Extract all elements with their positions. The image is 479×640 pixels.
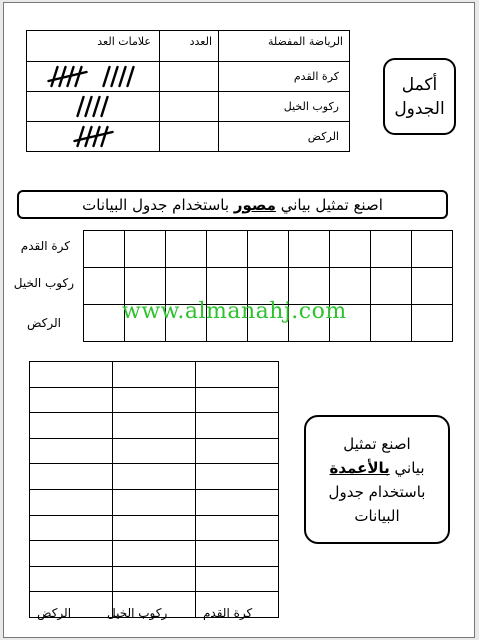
tally-stroke	[78, 97, 84, 116]
bar-instruction-line-2	[330, 456, 425, 480]
banner-text-start: اصنع تمثيل بياني	[280, 195, 383, 214]
table-row	[27, 92, 350, 122]
bar-grid-cell[interactable]	[30, 388, 113, 414]
bar-grid-cell[interactable]	[196, 464, 279, 490]
banner-text-end: باستخدام جدول البيانات	[82, 195, 230, 214]
pictograph-cell[interactable]	[84, 231, 125, 268]
tally-table	[26, 30, 350, 152]
pictograph-row-label-horse-riding: ركوب الخيل	[13, 276, 74, 290]
bar-grid-cell[interactable]	[196, 490, 279, 516]
bar-grid-cell[interactable]	[30, 362, 113, 388]
bar-grid-cell[interactable]	[30, 439, 113, 465]
pictograph-cell[interactable]	[84, 268, 125, 305]
pictograph-cell[interactable]	[371, 231, 412, 268]
complete-table-instruction	[383, 58, 456, 135]
bar-grid-cell[interactable]	[30, 490, 113, 516]
header-favorite-sport: الرياضة المفضلة	[219, 31, 350, 62]
pictograph-cell[interactable]	[330, 231, 371, 268]
pictograph-cell[interactable]	[289, 231, 330, 268]
bar-grid-cell[interactable]	[113, 490, 196, 516]
bar-grid-cell[interactable]	[113, 388, 196, 414]
pictograph-cell[interactable]	[412, 305, 453, 342]
tally-marks-running	[27, 122, 160, 152]
pictograph-grid[interactable]	[83, 230, 453, 342]
bar-grid-cell[interactable]	[30, 516, 113, 542]
tally-stroke	[112, 67, 118, 86]
bar-x-label-running: الركض	[37, 606, 72, 620]
pictograph-cell[interactable]	[371, 305, 412, 342]
bar-grid-cell[interactable]	[196, 541, 279, 567]
bar-grid-cell[interactable]	[30, 541, 113, 567]
bar-grid-cell[interactable]	[113, 439, 196, 465]
pictograph-row-label-running: الركض	[26, 316, 61, 330]
tally-marks-football	[27, 62, 160, 92]
pictograph-row-label-football: كرة القدم	[20, 239, 70, 253]
bar-instruction-line-3: باستخدام جدول	[328, 482, 426, 501]
pictograph-cell[interactable]	[412, 268, 453, 305]
tally-stroke	[94, 97, 100, 116]
bar-grid-cell[interactable]	[196, 413, 279, 439]
pictograph-cell[interactable]	[207, 231, 248, 268]
tally-stroke	[128, 67, 134, 86]
count-cell-football[interactable]	[160, 62, 219, 92]
pictograph-cell[interactable]	[412, 231, 453, 268]
sport-label-horse-riding: ركوب الخيل	[219, 92, 350, 122]
header-count: العدد	[160, 31, 219, 62]
bar-grid-cell[interactable]	[113, 362, 196, 388]
bar-grid-cell[interactable]	[113, 516, 196, 542]
bar-grid-cell[interactable]	[196, 439, 279, 465]
tally-table-header	[27, 31, 350, 62]
pictograph-instruction-banner	[17, 190, 448, 219]
pictograph-cell[interactable]	[248, 231, 289, 268]
count-cell-horse-riding[interactable]	[160, 92, 219, 122]
tally-marks-horse-riding	[27, 92, 160, 122]
header-tally-marks: علامات العد	[27, 31, 160, 62]
bar-grid-cell[interactable]	[196, 388, 279, 414]
tally-stroke	[120, 67, 126, 86]
bar-grid-cell[interactable]	[30, 413, 113, 439]
pictograph-cell[interactable]	[371, 268, 412, 305]
bar-x-label-football: كرة القدم	[203, 606, 253, 620]
tally-stroke	[76, 67, 82, 86]
pictograph-cell[interactable]	[125, 231, 166, 268]
bar-grid-cell[interactable]	[30, 567, 113, 593]
bar-grid-cell[interactable]	[113, 567, 196, 593]
instruction-line-1: أكمل	[401, 74, 438, 95]
tally-stroke	[102, 97, 108, 116]
bar-graph-grid[interactable]	[29, 361, 279, 618]
bar-instruction-line-4: البيانات	[354, 506, 400, 525]
count-cell-running[interactable]	[160, 122, 219, 152]
tally-stroke	[86, 97, 92, 116]
table-row	[27, 62, 350, 92]
tally-stroke	[102, 127, 108, 146]
bar-grid-cell[interactable]	[196, 516, 279, 542]
bar-x-label-horse-riding: ركوب الخيل	[107, 606, 168, 620]
tally-stroke	[52, 67, 58, 86]
worksheet-page	[3, 2, 475, 638]
bar-instruction-line-2-text: بياني	[394, 458, 425, 477]
bar-grid-cell[interactable]	[113, 464, 196, 490]
bar-grid-cell[interactable]	[30, 464, 113, 490]
table-row	[27, 122, 350, 152]
tally-stroke	[104, 67, 110, 86]
tally-stroke	[78, 127, 84, 146]
bar-graph-instruction	[304, 415, 450, 544]
bar-grid-cell[interactable]	[113, 413, 196, 439]
pictograph-cell[interactable]	[166, 231, 207, 268]
watermark: www.almanahj.com	[122, 299, 347, 324]
pictograph-cell[interactable]	[84, 305, 125, 342]
instruction-line-2: الجدول	[394, 98, 445, 119]
bar-instruction-line-1: اصنع تمثيل	[343, 434, 411, 453]
bar-grid-cell[interactable]	[113, 541, 196, 567]
sport-label-running: الركض	[219, 122, 350, 152]
bar-grid-cell[interactable]	[196, 362, 279, 388]
bar-instruction-bold-word: بالأعمدة	[329, 458, 390, 477]
bar-grid-cell[interactable]	[196, 567, 279, 593]
banner-bold-word: مصور	[233, 195, 276, 214]
sport-label-football: كرة القدم	[219, 62, 350, 92]
